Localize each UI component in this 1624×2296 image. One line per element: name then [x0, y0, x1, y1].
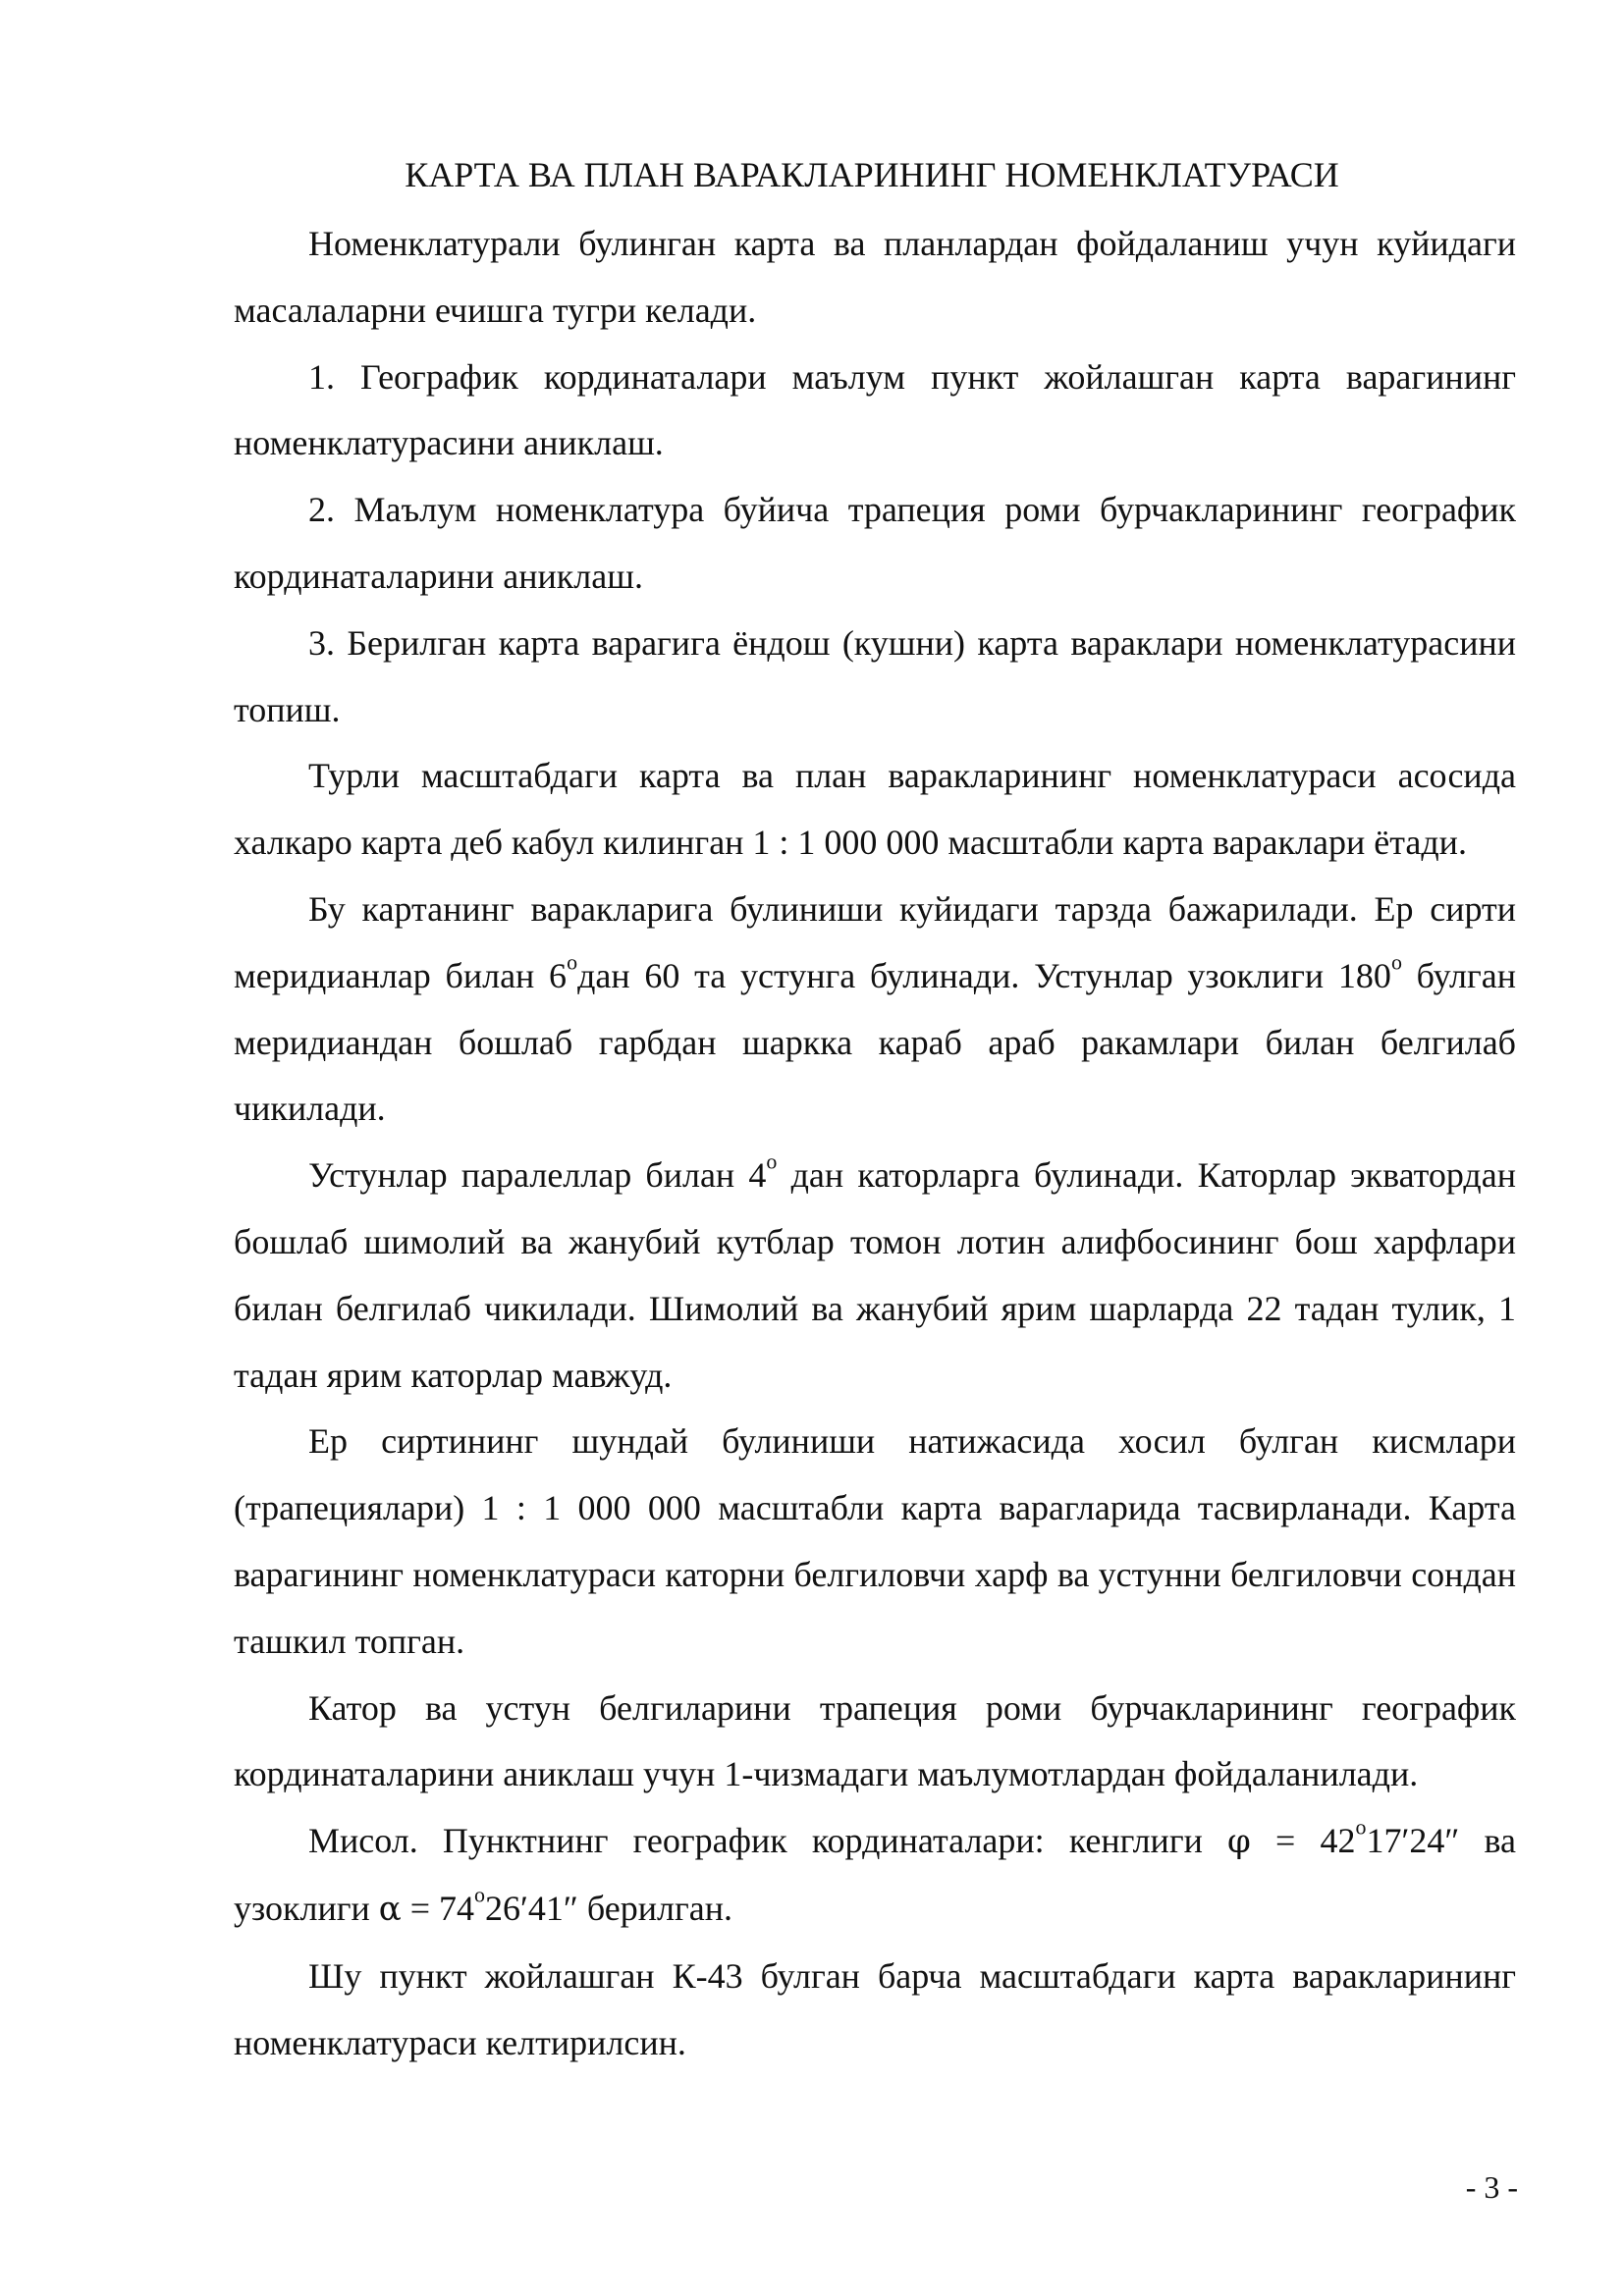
degree-sign: o — [567, 949, 578, 975]
paragraph-figure-reference: Катор ва устун белгиларини трапеция роми бурчакларининг географик кординаталарини аниклаш учун 1-чизмадаги маълумотлардан фойдаланилади. — [234, 1687, 1516, 1794]
page-number: - 3 - — [1465, 2169, 1518, 2205]
paragraph-trapezoids: Ер сиртининг шундай булиниши натижасида хосил булган кисмлари (трапециялари) 1 : 1 000 000 масштабли карта варагларида тасвирланади. Карта варагининг номенклатураси каторни белгиловчи харф ва устунни белгиловчи сондан ташкил топган. — [234, 1421, 1516, 1661]
phi-symbol: φ — [1227, 1822, 1251, 1862]
paragraph-rows — [234, 1143, 1516, 1409]
degree-sign: o — [474, 1882, 486, 1907]
degree-sign: o — [1390, 949, 1402, 975]
degree-sign: o — [766, 1148, 778, 1174]
paragraph-example — [234, 1808, 1516, 1944]
text-run: = 74 — [401, 1888, 475, 1928]
text-run: 17′24″ ва узоклиги — [234, 1821, 1516, 1928]
text-run: дан 60 та устунга булинади. Устунлар узоклиги 180 — [577, 955, 1391, 995]
text-run: Мисол. Пунктнинг географик кординаталари: кенглиги — [308, 1821, 1228, 1861]
degree-sign: o — [1355, 1814, 1367, 1840]
paragraph-task-1: 1. Географик кординаталари маълум пункт жойлашган карта варагининг номенклатурасини аниклаш. — [234, 356, 1516, 463]
page-title: КАРТА ВА ПЛАН ВАРАКЛАРИНИНГ НОМЕНКЛАТУРАСИ — [405, 155, 1339, 194]
text-run: Бу картанинг варакларига булиниши куйидаги тарзда бажарилади. Ер сирти меридианлар билан 6 — [234, 888, 1516, 995]
text-run: Устунлар паралеллар билан 4 — [308, 1155, 767, 1196]
paragraph-intro: Номенклатурали булинган карта ва планлардан фойдаланиш учун куйидаги масалаларни ечишга тугри келади. — [234, 224, 1516, 330]
text-run: булган меридиандан бошлаб гарбдан шаркка караб араб ракамлари билан белгилаб чикилади. — [234, 955, 1517, 1129]
paragraph-columns — [234, 877, 1516, 1143]
alpha-symbol: α — [378, 1889, 402, 1929]
paragraph-conclusion: Шу пункт жойлашган К-43 булган барча масштабдаги карта варакларининг номенклатураси келтирилсин. — [234, 1955, 1516, 2062]
text-run: дан каторларга булинади. Каторлар экватордан бошлаб шимолий ва жанубий кутблар томон лотин алифбосининг бош харфлари билан белгилаб чикилади. Шимолий ва жанубий ярим шарларда 22 тадан тулик, 1 тадан ярим каторлар мавжуд. — [234, 1155, 1516, 1395]
paragraph-scale: Турли масштабдаги карта ва план варакларининг номенклатураси асосида халкаро карта деб кабул килинган 1 : 1 000 000 масштабли карта вараклари ётади. — [234, 756, 1516, 863]
text-run: = 42 — [1250, 1821, 1356, 1861]
text-run: 26′41″ берилган. — [485, 1888, 732, 1928]
paragraph-task-3: 3. Берилган карта варагига ёндош (кушни) карта вараклари номенклатурасини топиш. — [234, 622, 1516, 729]
document-body — [234, 211, 1516, 2076]
paragraph-task-2: 2. Маълум номенклатура буйича трапеция роми бурчакларининг географик кординаталарини аниклаш. — [234, 490, 1516, 596]
